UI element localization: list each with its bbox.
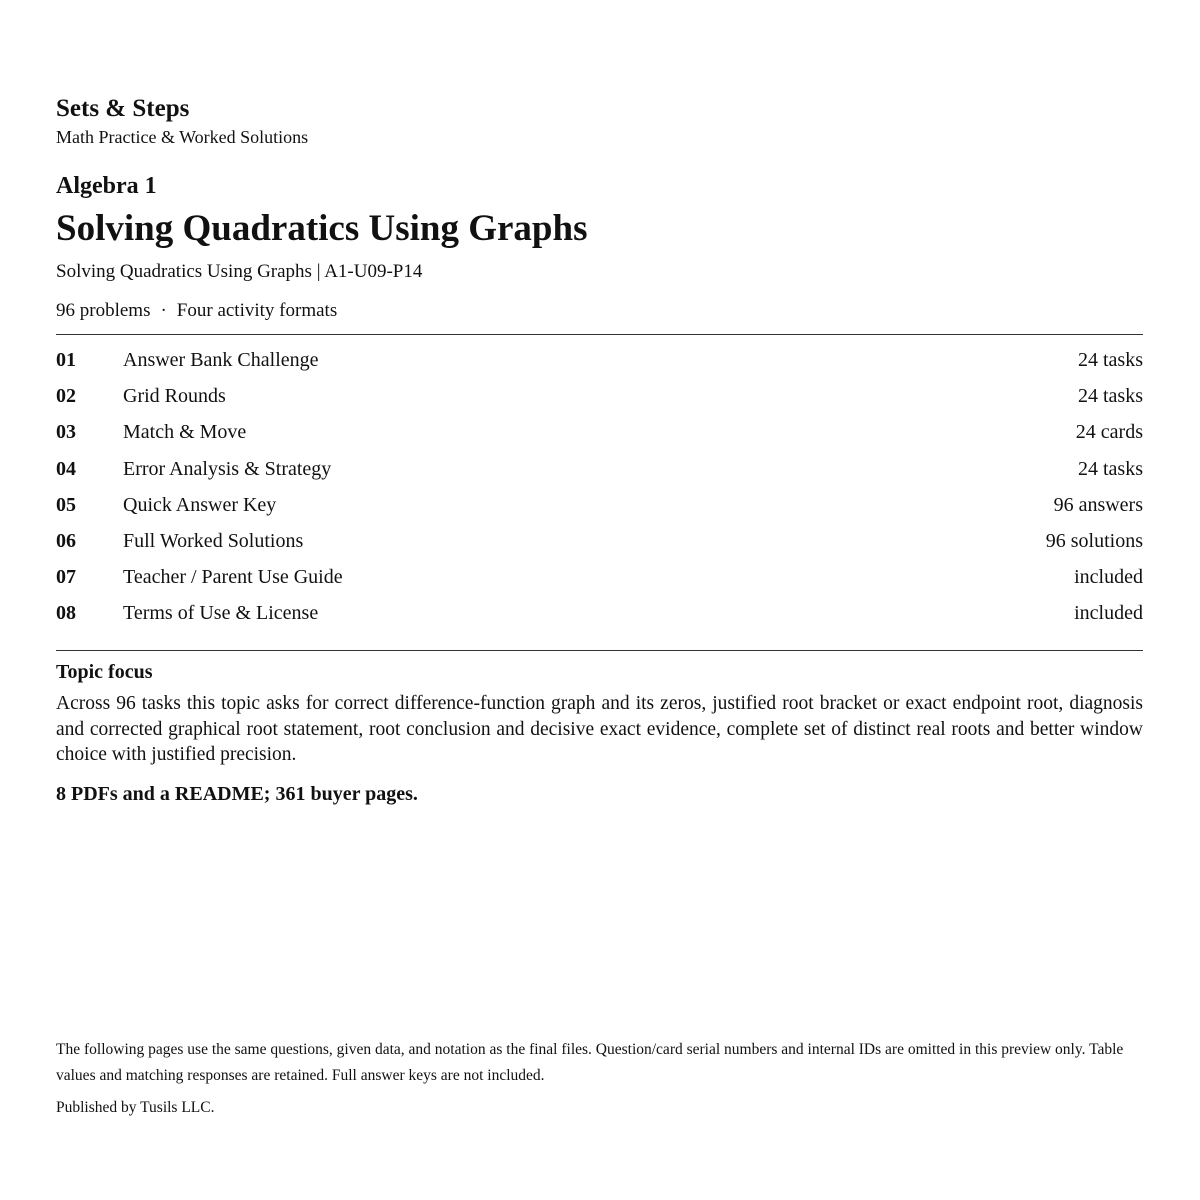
item-count: included xyxy=(1074,566,1143,589)
item-count: 24 cards xyxy=(1075,421,1143,444)
top-divider xyxy=(56,334,1143,335)
item-count: 24 tasks xyxy=(1078,349,1143,371)
item-count: 96 answers xyxy=(1053,493,1143,516)
publisher-line: Published by Tusils LLC. xyxy=(56,1099,215,1116)
item-label: Full Worked Solutions xyxy=(123,529,304,552)
topic-focus-text: Across 96 tasks this topic asks for correct difference-function graph and its zeros, justified root bracket or exact endpoint root, diagnosis and corrected graphical root statement, root conclusion and decisive exact evidence, complete set of distinct real roots and better window choice with justified precision. xyxy=(56,693,1143,765)
item-label: Teacher / Parent Use Guide xyxy=(123,566,343,589)
item-number: 02 xyxy=(56,385,76,408)
item-count: included xyxy=(1074,602,1143,625)
item-number: 03 xyxy=(56,421,76,444)
contents-row xyxy=(56,452,1143,488)
page-title: Solving Quadratics Using Graphs xyxy=(56,208,588,249)
topic-focus-heading: Topic focus xyxy=(56,661,153,683)
contents-row xyxy=(56,560,1143,596)
activity-formats: Four activity formats xyxy=(176,300,338,321)
contents-row xyxy=(56,343,1143,379)
item-label: Quick Answer Key xyxy=(123,493,277,516)
contents-row xyxy=(56,596,1143,632)
bottom-divider xyxy=(56,650,1143,651)
course-label: Algebra 1 xyxy=(56,173,157,199)
item-label: Grid Rounds xyxy=(123,385,226,408)
contents-row xyxy=(56,415,1143,451)
meta-separator: · xyxy=(160,300,167,321)
item-label: Match & Move xyxy=(123,421,247,444)
item-label: Answer Bank Challenge xyxy=(123,349,319,371)
item-number: 04 xyxy=(56,457,76,480)
bundle-summary: 8 PDFs and a README; 361 buyer pages. xyxy=(56,783,418,805)
item-count: 96 solutions xyxy=(1045,529,1143,552)
item-label: Error Analysis & Strategy xyxy=(123,457,332,480)
item-number: 01 xyxy=(56,349,76,371)
contents-row xyxy=(56,524,1143,560)
contents-row xyxy=(56,488,1143,524)
brand-tagline: Math Practice & Worked Solutions xyxy=(56,127,309,147)
item-label: Terms of Use & License xyxy=(123,602,319,625)
item-number: 08 xyxy=(56,602,76,625)
item-number: 07 xyxy=(56,566,76,589)
item-number: 05 xyxy=(56,493,76,516)
brand-name: Sets & Steps xyxy=(56,95,190,122)
product-meta xyxy=(56,298,337,324)
preview-disclaimer: The following pages use the same questions, given data, and notation as the final files. Question/card serial numbers and internal IDs are omitted in this preview only. Table values and matching responses are retained. Full answer keys are not included. xyxy=(56,1041,1124,1084)
item-number: 06 xyxy=(56,529,76,552)
preview-page xyxy=(56,0,1143,1200)
problem-count: 96 problems xyxy=(56,300,151,321)
item-count: 24 tasks xyxy=(1078,385,1143,408)
contents-list xyxy=(56,343,1143,633)
item-count: 24 tasks xyxy=(1078,457,1143,480)
product-code-line: Solving Quadratics Using Graphs | A1-U09-P14 xyxy=(56,261,423,282)
contents-row xyxy=(56,379,1143,415)
